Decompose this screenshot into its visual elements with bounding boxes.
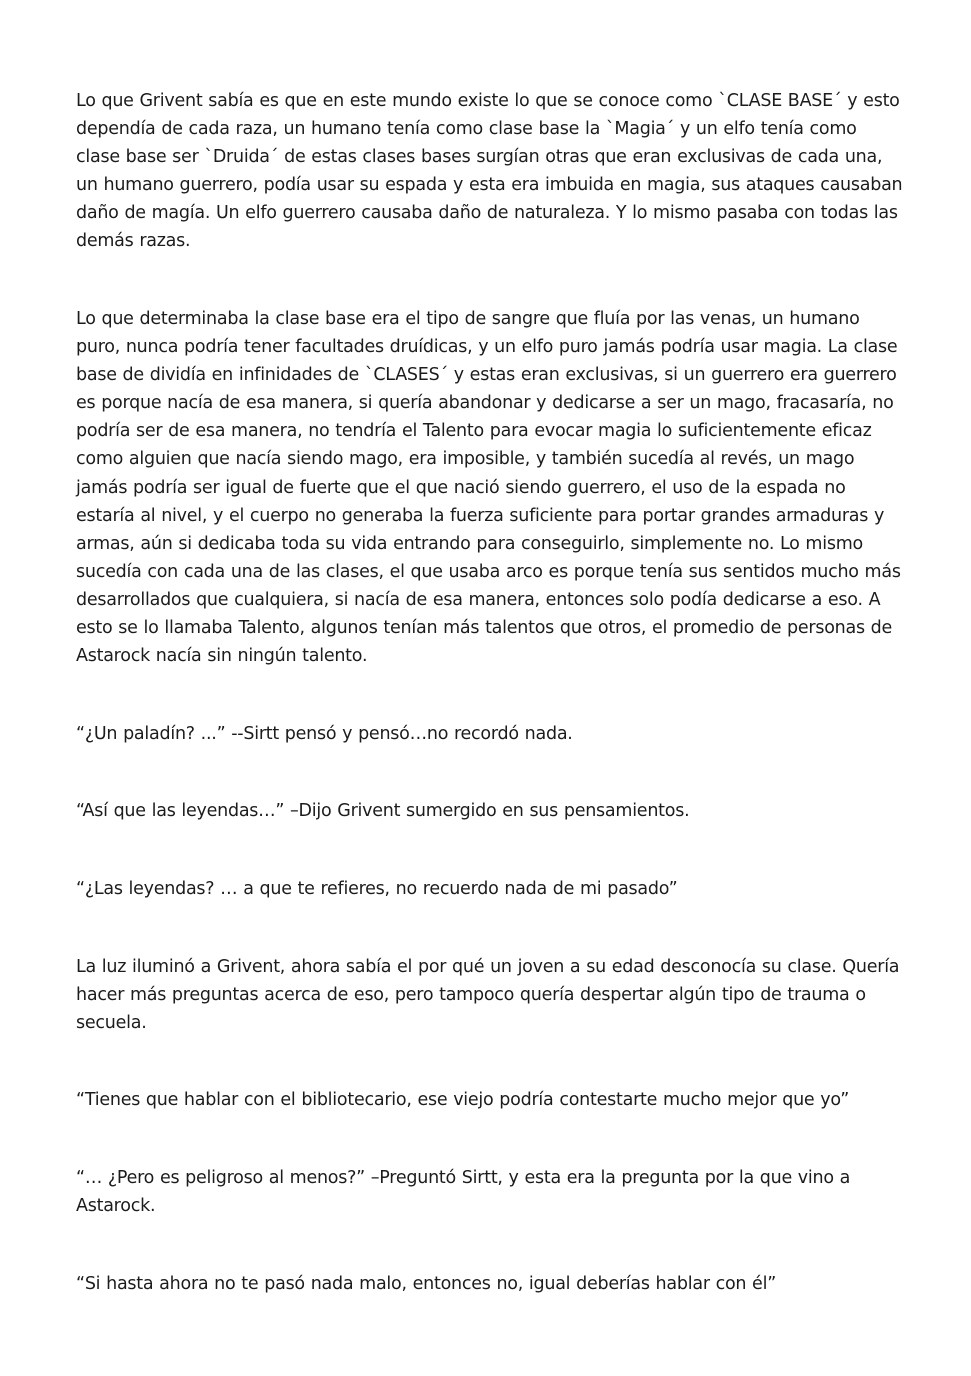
paragraph-dialogue-pasado: “¿Las leyendas? … a que te refieres, no recuerdo nada de mi pasado” [76, 879, 678, 899]
paragraph-dialogue-bibliotecario: “Tienes que hablar con el bibliotecario, ese viejo podría contestarte mucho mejor que yo” [76, 1090, 850, 1110]
paragraph-dialogue-hablar: “Si hasta ahora no te pasó nada malo, entonces no, igual deberías hablar con él” [76, 1274, 777, 1294]
paragraph-talento: Lo que determinaba la clase base era el tipo de sangre que fluía por las venas, un humano puro, nunca podría tener facultades druídicas, y un elfo puro jamás podría usar magia. La clase base de dividía en infinidades de `CLASES´ y estas eran exclusivas, si un guerrero era guerrero es porque nacía de esa manera, si quería abandonar y dedicarse a ser un mago, fracasaría, no podría ser de esa manera, no tendría el Talento para evocar magia lo suficientemente eficaz como alguien que nacía siendo mago, era imposible, y también sucedía al revés, un mago jamás podría ser igual de fuerte que el que nació siendo guerrero, el uso de la espada no estaría al nivel, y el cuerpo no generaba la fuerza suficiente para portar grandes armaduras y armas, aún si dedicaba toda su vida entrando para conseguirlo, simplemente no. Lo mismo sucedía con cada una de las clases, el que usaba arco es porque tenía sus sentidos mucho más desarrollados que cualquiera, si nacía de esa manera, entonces solo podía dedicarse a eso. A esto se lo llamaba Talento, algunos tenían más talentos que otros, el promedio de personas de Astarock nacía sin ningún talento. [76, 309, 901, 667]
paragraph-luz-grivent: La luz iluminó a Grivent, ahora sabía el por qué un joven a su edad desconocía su clase. Quería hacer más preguntas acerca de eso, pero tampoco quería despertar algún tipo de trauma o secuela. [76, 957, 900, 1034]
paragraph-dialogue-leyendas: “Así que las leyendas…” –Dijo Grivent sumergido en sus pensamientos. [76, 801, 690, 821]
paragraph-clase-base: Lo que Grivent sabía es que en este mundo existe lo que se conoce como `CLASE BASE´ y esto dependía de cada raza, un humano tenía como clase base la `Magia´ y un elfo tenía como clase base ser `Druida´ de estas clases bases surgían otras que eran exclusivas de cada una, un humano guerrero, podía usar su espada y esta era imbuida en magia, sus ataques causaban daño de magía. Un elfo guerrero causaba daño de naturaleza. Y lo mismo pasaba con todas las demás razas. [76, 91, 903, 252]
paragraph-dialogue-peligroso: “… ¿Pero es peligroso al menos?” –Preguntó Sirtt, y esta era la pregunta por la que vino a Astarock. [76, 1168, 851, 1217]
paragraph-dialogue-paladin: “¿Un paladín? ...” --Sirtt pensó y pensó…no recordó nada. [76, 724, 573, 744]
